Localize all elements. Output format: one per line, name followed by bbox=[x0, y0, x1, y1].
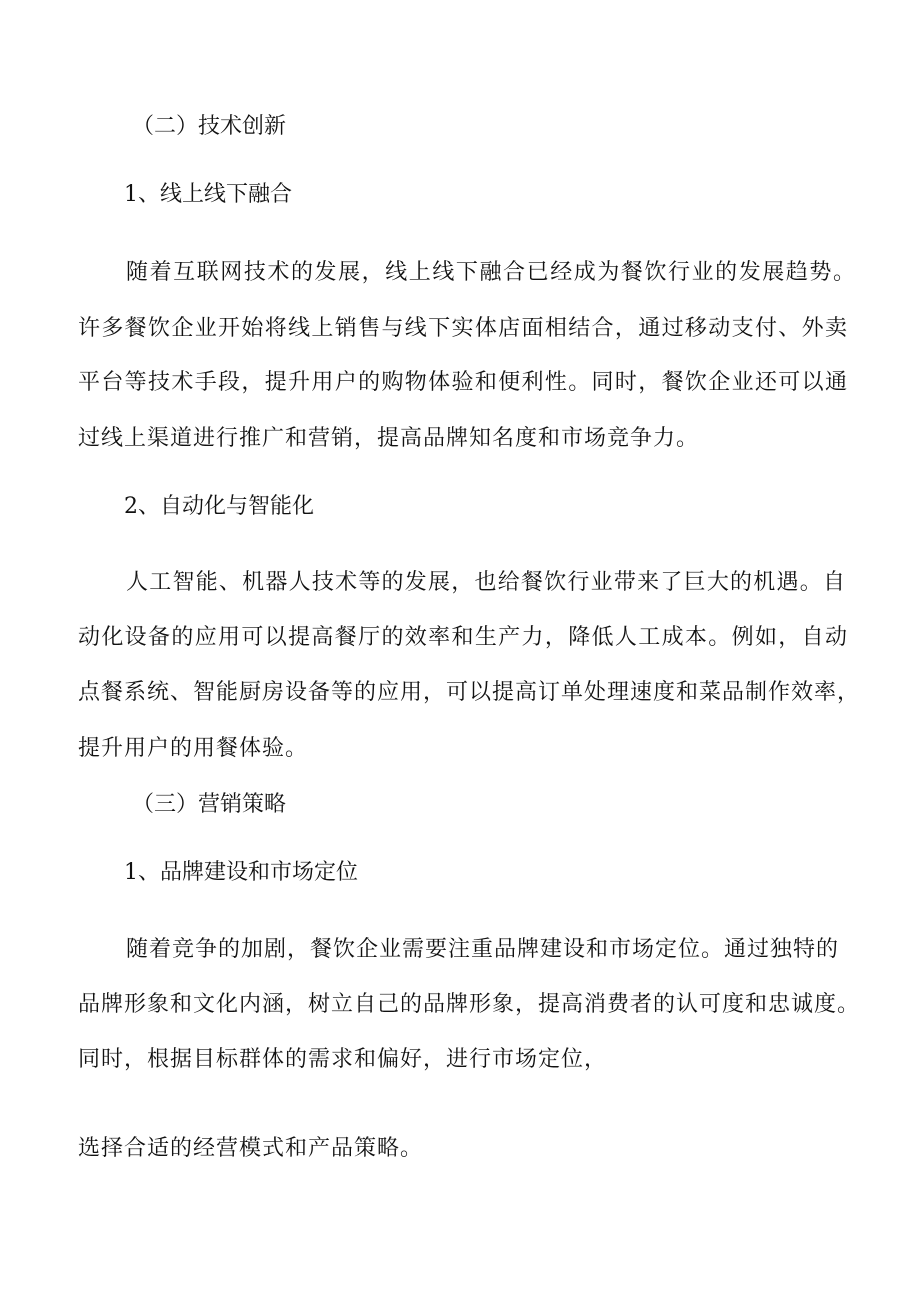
subheading-brand-positioning: 1、品牌建设和市场定位 bbox=[124, 860, 358, 885]
paragraph-line: 平台等技术手段，提升用户的购物体验和便利性。同时，餐饮企业还可以通 bbox=[78, 370, 848, 395]
paragraph-line: 人工智能、机器人技术等的发展，也给餐饮行业带来了巨大的机遇。自 bbox=[126, 570, 846, 595]
paragraph-continuation: 选择合适的经营模式和产品策略。 bbox=[78, 1136, 424, 1161]
section-heading-marketing: （三）营销策略 bbox=[132, 792, 287, 817]
paragraph-line: 随着竞争的加剧，餐饮企业需要注重品牌建设和市场定位。通过独特的 bbox=[126, 937, 840, 962]
paragraph-line: 随着互联网技术的发展，线上线下融合已经成为餐饮行业的发展趋势。 bbox=[126, 260, 856, 285]
paragraph-line: 提升用户的用餐体验。 bbox=[78, 736, 309, 761]
paragraph-line: 品牌形象和文化内涵，树立自己的品牌形象，提高消费者的认可度和忠诚度。 bbox=[78, 992, 861, 1017]
paragraph-line: 许多餐饮企业开始将线上销售与线下实体店面相结合，通过移动支付、外卖 bbox=[78, 316, 848, 341]
paragraph-line: 同时，根据目标群体的需求和偏好，进行市场定位， bbox=[78, 1047, 608, 1072]
subheading-online-offline: 1、线上线下融合 bbox=[124, 182, 292, 207]
section-heading-tech-innovation: （二）技术创新 bbox=[132, 114, 287, 139]
paragraph-line: 动化设备的应用可以提高餐厅的效率和生产力，降低人工成本。例如，自动 bbox=[78, 625, 848, 650]
paragraph-line: 点餐系统、智能厨房设备等的应用，可以提高订单处理速度和菜品制作效率， bbox=[78, 680, 861, 705]
paragraph-line: 过线上渠道进行推广和营销，提高品牌知名度和市场竞争力。 bbox=[78, 426, 700, 451]
subheading-automation: 2、自动化与智能化 bbox=[124, 494, 314, 519]
